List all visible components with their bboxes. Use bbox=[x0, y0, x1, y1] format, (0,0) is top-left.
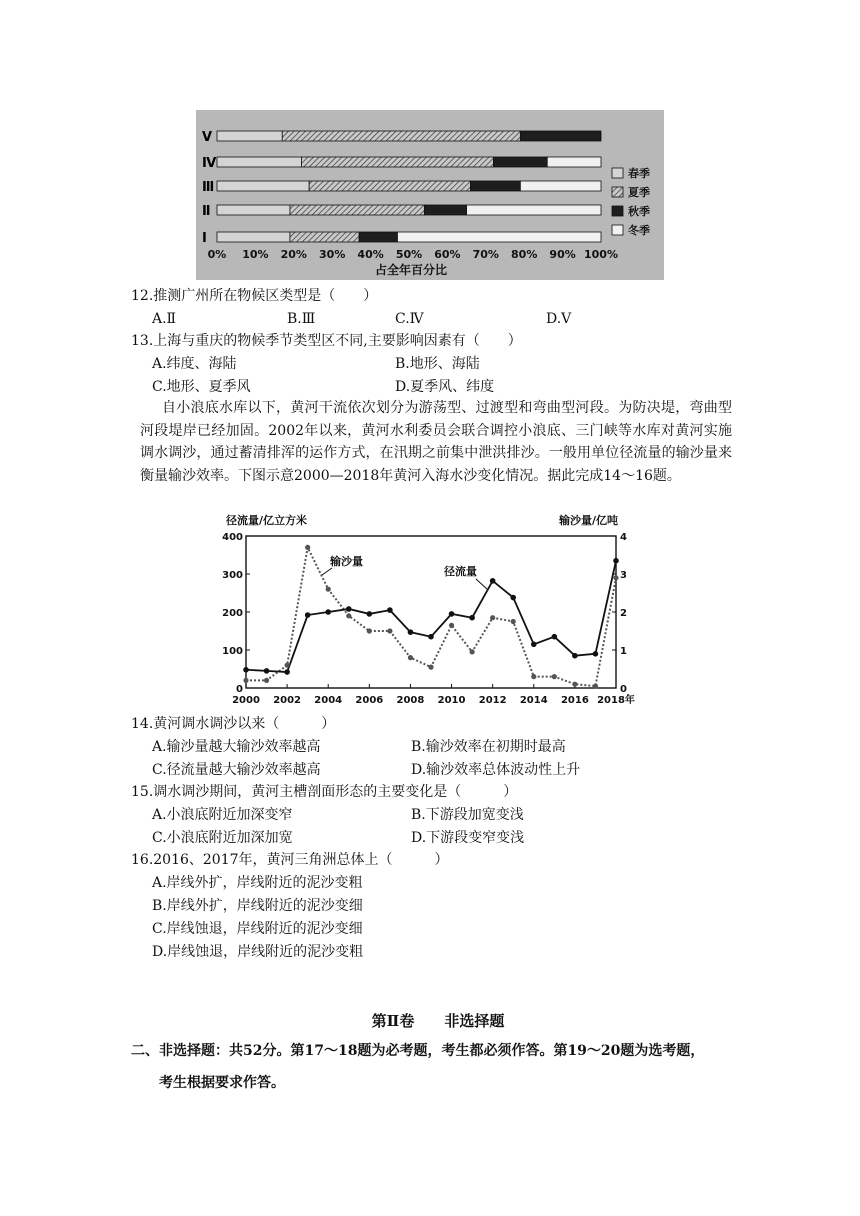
q16-option-d[interactable]: D.岸线蚀退，岸线附近的泥沙变粗 bbox=[152, 944, 364, 960]
bar-segment-winter bbox=[397, 232, 601, 242]
bar-segment-summer bbox=[282, 131, 520, 141]
runoff-point bbox=[552, 634, 558, 640]
legend-swatch bbox=[612, 206, 623, 216]
bar-category-label: Ⅳ bbox=[202, 156, 217, 171]
question-16-stem: 16.2016、2017年，黄河三角洲总体上（ ） bbox=[131, 852, 449, 868]
question-14-stem: 14.黄河调水调沙以来（ ） bbox=[131, 716, 336, 732]
sediment-point bbox=[346, 613, 351, 618]
sediment-point bbox=[285, 663, 290, 668]
q15-option-d[interactable]: D.下游段变窄变浅 bbox=[411, 830, 525, 846]
runoff-point bbox=[305, 612, 311, 618]
left-tick-label: 0 bbox=[236, 684, 243, 695]
question-13-stem: 13.上海与重庆的物候季节类型区不同,主要影响因素有（ ） bbox=[131, 333, 522, 349]
x-tick-label: 20% bbox=[280, 248, 307, 261]
q15-option-b[interactable]: B.下游段加宽变浅 bbox=[411, 807, 524, 823]
sediment-point bbox=[408, 655, 413, 660]
bar-segment-autumn bbox=[520, 131, 601, 141]
bar-segment-summer bbox=[301, 157, 493, 167]
x-tick-label: 80% bbox=[511, 248, 538, 261]
x-tick-label: 30% bbox=[319, 248, 346, 261]
runoff-point bbox=[264, 668, 270, 674]
left-axis-title: 径流量/亿立方米 bbox=[226, 514, 308, 527]
x-tick-label: 2008 bbox=[396, 695, 425, 706]
sediment-point bbox=[305, 545, 310, 550]
bar-category-label: Ⅴ bbox=[202, 130, 213, 145]
runoff-label-pointer bbox=[476, 579, 488, 590]
x-tick-label: 2004 bbox=[314, 695, 343, 706]
bar-segment-autumn bbox=[424, 205, 466, 215]
x-tick-label: 2018年 bbox=[597, 695, 635, 706]
runoff-point bbox=[449, 611, 455, 617]
runoff-point bbox=[531, 642, 537, 648]
bar-segment-winter bbox=[547, 157, 601, 167]
q12-option-c[interactable]: C.Ⅳ bbox=[395, 311, 424, 327]
left-tick-label: 200 bbox=[222, 608, 243, 619]
reading-passage: 自小浪底水库以下，黄河干流依次划分为游荡型、过渡型和弯曲型河段。为防决堤，弯曲型河段堤岸已经加固。2002年以来，黄河水利委员会联合调控小浪底、三门峡等水库对黄河实施调水调沙，通过蓄清排浑的运作方式，在汛期之前集中泄洪排沙。一般用单位径流量的输沙量来衡量输沙效率。下图示意2000—2018年黄河入海水沙变化情况。据此完成14～16题。 bbox=[140, 400, 732, 484]
runoff-point bbox=[408, 629, 414, 635]
bar-segment-spring bbox=[217, 181, 309, 191]
left-tick-label: 400 bbox=[222, 532, 243, 543]
q14-option-b[interactable]: B.输沙效率在初期时最高 bbox=[411, 739, 566, 755]
legend-swatch bbox=[612, 168, 623, 178]
q13-option-b[interactable]: B.地形、海陆 bbox=[395, 356, 480, 372]
runoff-point bbox=[346, 606, 352, 612]
sediment-series-label: 输沙量 bbox=[330, 555, 363, 568]
x-tick-label: 2006 bbox=[355, 695, 384, 706]
section-title: 第Ⅱ卷 非选择题 bbox=[371, 1012, 505, 1030]
x-tick-label: 90% bbox=[549, 248, 576, 261]
bar-category-label: Ⅲ bbox=[202, 180, 215, 195]
bar-segment-spring bbox=[217, 205, 290, 215]
q14-option-d[interactable]: D.输沙效率总体波动性上升 bbox=[411, 762, 581, 778]
bar-segment-winter bbox=[520, 181, 601, 191]
runoff-sediment-line-chart bbox=[222, 512, 646, 708]
question-12-stem: 12.推测广州所在物候区类型是（ ） bbox=[131, 288, 378, 304]
q15-option-a[interactable]: A.小浪底附近加深变窄 bbox=[152, 807, 293, 823]
bar-category-label: Ⅱ bbox=[202, 204, 211, 219]
x-tick-label: 10% bbox=[242, 248, 269, 261]
legend-label: 春季 bbox=[628, 167, 650, 180]
bar-segment-autumn bbox=[493, 157, 547, 167]
q15-option-c[interactable]: C.小浪底附近加深加宽 bbox=[152, 830, 293, 846]
x-tick-label: 2016 bbox=[560, 695, 589, 706]
runoff-point bbox=[572, 653, 578, 659]
q12-option-a[interactable]: A.Ⅱ bbox=[152, 311, 177, 327]
bar-segment-summer bbox=[290, 232, 359, 242]
runoff-point bbox=[243, 667, 249, 673]
runoff-point bbox=[325, 609, 331, 615]
runoff-point bbox=[469, 615, 475, 621]
runoff-point bbox=[490, 578, 496, 584]
right-tick-label: 2 bbox=[620, 608, 627, 619]
bar-category-label: Ⅰ bbox=[202, 231, 207, 246]
x-tick-label: 70% bbox=[472, 248, 499, 261]
x-axis-label: 占全年百分比 bbox=[374, 263, 448, 277]
sediment-label-pointer bbox=[322, 568, 332, 575]
sediment-point bbox=[593, 684, 598, 689]
left-tick-label: 100 bbox=[222, 646, 243, 657]
x-tick-label: 2010 bbox=[437, 695, 466, 706]
sediment-point bbox=[387, 628, 392, 633]
sediment-point bbox=[511, 619, 516, 624]
right-tick-label: 0 bbox=[620, 684, 627, 695]
q16-option-a[interactable]: A.岸线外扩，岸线附近的泥沙变粗 bbox=[152, 875, 363, 891]
runoff-point bbox=[613, 558, 619, 564]
sediment-point bbox=[552, 674, 557, 679]
x-tick-label: 2002 bbox=[273, 695, 302, 706]
right-tick-label: 4 bbox=[620, 532, 627, 543]
runoff-series-label: 径流量 bbox=[444, 565, 477, 578]
sediment-point bbox=[243, 678, 248, 683]
runoff-point bbox=[510, 595, 516, 601]
q16-option-c[interactable]: C.岸线蚀退，岸线附近的泥沙变细 bbox=[152, 921, 363, 937]
section-intro-line-1: 二、非选择题：共52分。第17～18题为必考题，考生都必须作答。第19～20题为选考题， bbox=[131, 1043, 705, 1059]
phenology-bar-chart bbox=[196, 110, 664, 280]
x-tick-label: 2000 bbox=[232, 695, 260, 706]
q13-option-a[interactable]: A.纬度、海陆 bbox=[152, 356, 237, 372]
runoff-point bbox=[284, 669, 290, 675]
bar-segment-spring bbox=[217, 157, 301, 167]
bar-segment-autumn bbox=[470, 181, 520, 191]
x-tick-label: 50% bbox=[395, 248, 423, 261]
bar-segment-autumn bbox=[359, 232, 397, 242]
legend-swatch bbox=[612, 187, 623, 197]
legend-label: 夏季 bbox=[628, 186, 650, 199]
q13-option-c[interactable]: C.地形、夏季风 bbox=[152, 379, 251, 395]
x-tick-label: 100% bbox=[584, 248, 618, 261]
right-axis-title: 输沙量/亿吨 bbox=[558, 514, 618, 527]
bar-segment-summer bbox=[309, 181, 470, 191]
left-tick-label: 300 bbox=[222, 570, 243, 581]
q13-option-d[interactable]: D.夏季风、纬度 bbox=[395, 379, 495, 395]
sediment-point bbox=[449, 623, 454, 628]
q12-option-d[interactable]: D.Ⅴ bbox=[546, 311, 572, 327]
x-tick-label: 2012 bbox=[478, 695, 507, 706]
sediment-point bbox=[613, 575, 618, 580]
legend-label: 秋季 bbox=[628, 205, 650, 218]
bar-segment-spring bbox=[217, 232, 290, 242]
x-tick-label: 0% bbox=[207, 248, 227, 261]
bar-segment-spring bbox=[217, 131, 282, 141]
sediment-point bbox=[531, 674, 536, 679]
q16-option-b[interactable]: B.岸线外扩，岸线附近的泥沙变细 bbox=[152, 898, 363, 914]
sediment-point bbox=[490, 615, 495, 620]
sediment-point bbox=[572, 682, 577, 687]
runoff-point bbox=[387, 607, 393, 613]
q14-option-a[interactable]: A.输沙量越大输沙效率越高 bbox=[152, 739, 321, 755]
runoff-point bbox=[428, 634, 434, 640]
x-tick-label: 2014 bbox=[519, 695, 548, 706]
runoff-line bbox=[246, 561, 616, 672]
bar-segment-winter bbox=[467, 205, 601, 215]
q14-option-c[interactable]: C.径流量越大输沙效率越高 bbox=[152, 762, 321, 778]
question-15-stem: 15.调水调沙期间，黄河主槽剖面形态的主要变化是（ ） bbox=[131, 784, 518, 800]
x-tick-label: 40% bbox=[357, 248, 384, 261]
legend-swatch bbox=[612, 225, 623, 235]
sediment-point bbox=[470, 649, 475, 654]
right-tick-label: 1 bbox=[620, 646, 627, 657]
sediment-point bbox=[367, 628, 372, 633]
x-tick-label: 60% bbox=[434, 248, 461, 261]
legend-label: 冬季 bbox=[628, 224, 650, 237]
right-tick-label: 3 bbox=[620, 570, 627, 581]
sediment-point bbox=[428, 665, 433, 670]
runoff-point bbox=[367, 611, 373, 617]
q12-option-b[interactable]: B.Ⅲ bbox=[287, 311, 316, 327]
sediment-point bbox=[264, 678, 269, 683]
bar-segment-summer bbox=[290, 205, 424, 215]
section-intro-line-2: 考生根据要求作答。 bbox=[159, 1075, 285, 1091]
runoff-point bbox=[593, 651, 599, 657]
sediment-point bbox=[326, 587, 331, 592]
